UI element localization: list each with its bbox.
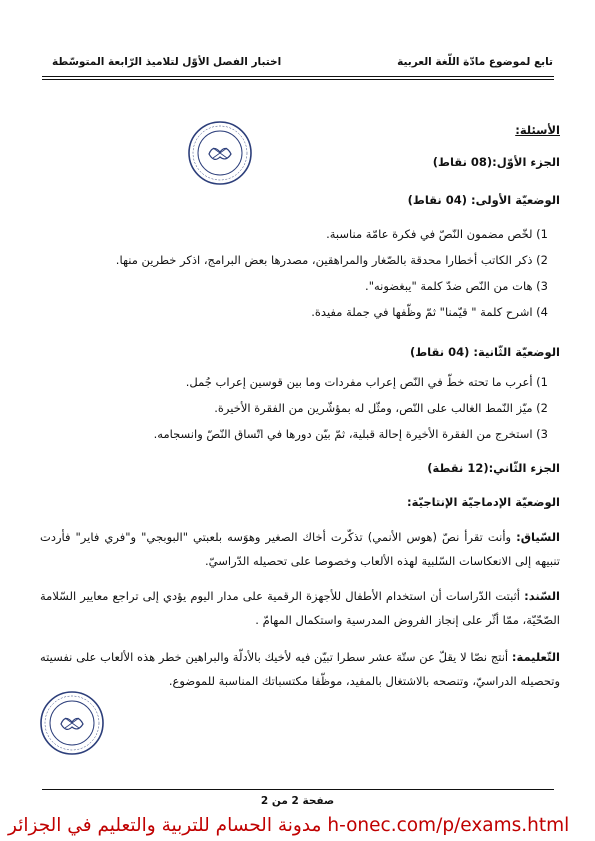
situation2-question: 3) استخرج من الفقرة الأخيرة إحالة قبلية، ثمّ بيّن دورها في اتّساق النّصّ وانسجامه. bbox=[153, 427, 548, 441]
situation1-title: الوضعيّة الأولى: (04 نقاط) bbox=[407, 193, 560, 207]
questions-title: الأسئلة: bbox=[515, 123, 560, 137]
header-divider-thin bbox=[42, 79, 554, 80]
header-exam-title: اختبار الفصل الأوّل لتلاميذ الرّابعة المتوسّطة bbox=[52, 56, 282, 68]
header-divider bbox=[42, 76, 554, 77]
part2-title: الجزء الثّاني:(12 نقطة) bbox=[427, 461, 560, 475]
instruction-paragraph bbox=[40, 645, 560, 693]
situation2-question: 2) ميّز النّمط الغالب على النّص، ومثّل له بمؤشّرين من الفقرة الأخيرة. bbox=[214, 401, 548, 415]
page-number: صفحة 2 من 2 bbox=[260, 795, 335, 807]
context-text: وأنت تقرأ نصّ (هوس الأنمي) تذكّرت أخاك الصغير وهوَسه بلعبتي "البوبجي" و"فري فاير" فأردت تنبيهه إلى الانعكاسات السّلبية لهذه الألعاب وخصوصا على تحصيله الدّراسيّ. bbox=[40, 530, 560, 568]
support-label: السّند: bbox=[524, 589, 560, 603]
instruction-label: التّعليمة: bbox=[511, 650, 560, 664]
part1-title: الجزء الأوّل:(08 نقاط) bbox=[432, 155, 560, 169]
integration-situation-title: الوضعيّة الإدماجيّة الإنتاجيّة: bbox=[407, 495, 560, 509]
situation1-question: 4) اشرح كلمة " قيّمنا" ثمّ وظّفها في جملة مفيدة. bbox=[311, 305, 548, 319]
footer-divider bbox=[42, 789, 554, 790]
support-paragraph bbox=[40, 584, 560, 632]
context-paragraph bbox=[40, 525, 560, 573]
situation2-question: 1) أعرب ما تحته خطّ في النّص إعراب مفردات وما بين قوسين إعراب جُمل. bbox=[185, 375, 548, 389]
situation1-question: 3) هات من النّص ضدّ كلمة "يبغضونه". bbox=[365, 279, 548, 293]
situation1-question: 1) لخّص مضمون النّصّ في فكرة عامّة مناسبة. bbox=[326, 227, 548, 241]
situation2-title: الوضعيّة الثّانية: (04 نقاط) bbox=[409, 345, 560, 359]
header-subject: تابع لموضوع مادّة اللّغة العربية bbox=[397, 56, 553, 68]
watermark-link[interactable]: مدونة الحسام للتربية والتعليم في الجزائر h-onec.com/p/exams.html bbox=[8, 815, 570, 836]
context-label: السّياق: bbox=[516, 530, 560, 544]
instruction-text: أنتج نصّا لا يقلّ عن ستّة عشر سطرا تبيّن فيه لأخيك بالأدلّة والبراهين خطر هذه الألعاب على نفسيته وتحصيله الدراسيّ، وتنصحه بالاشتغال بالمفيد، موظّفا مكتسباتك المناسبة للموضوع. bbox=[40, 650, 560, 688]
school-stamp-icon bbox=[39, 690, 105, 756]
situation1-question: 2) ذكر الكاتب أخطارا محدقة بالصّغار والمراهقين، مصدرها بعض البرامج، اذكر خطرين منها. bbox=[115, 253, 548, 267]
support-text: أثبتت الدّراسات أن استخدام الأطفال للأجهزة الرقمية على مدار اليوم يؤدي إلى تراجع معايير السّلامة الصّحّيّة، ممّا أثّر على إنجاز الفروض المدرسية واستكمال المهامّ . bbox=[40, 589, 560, 627]
